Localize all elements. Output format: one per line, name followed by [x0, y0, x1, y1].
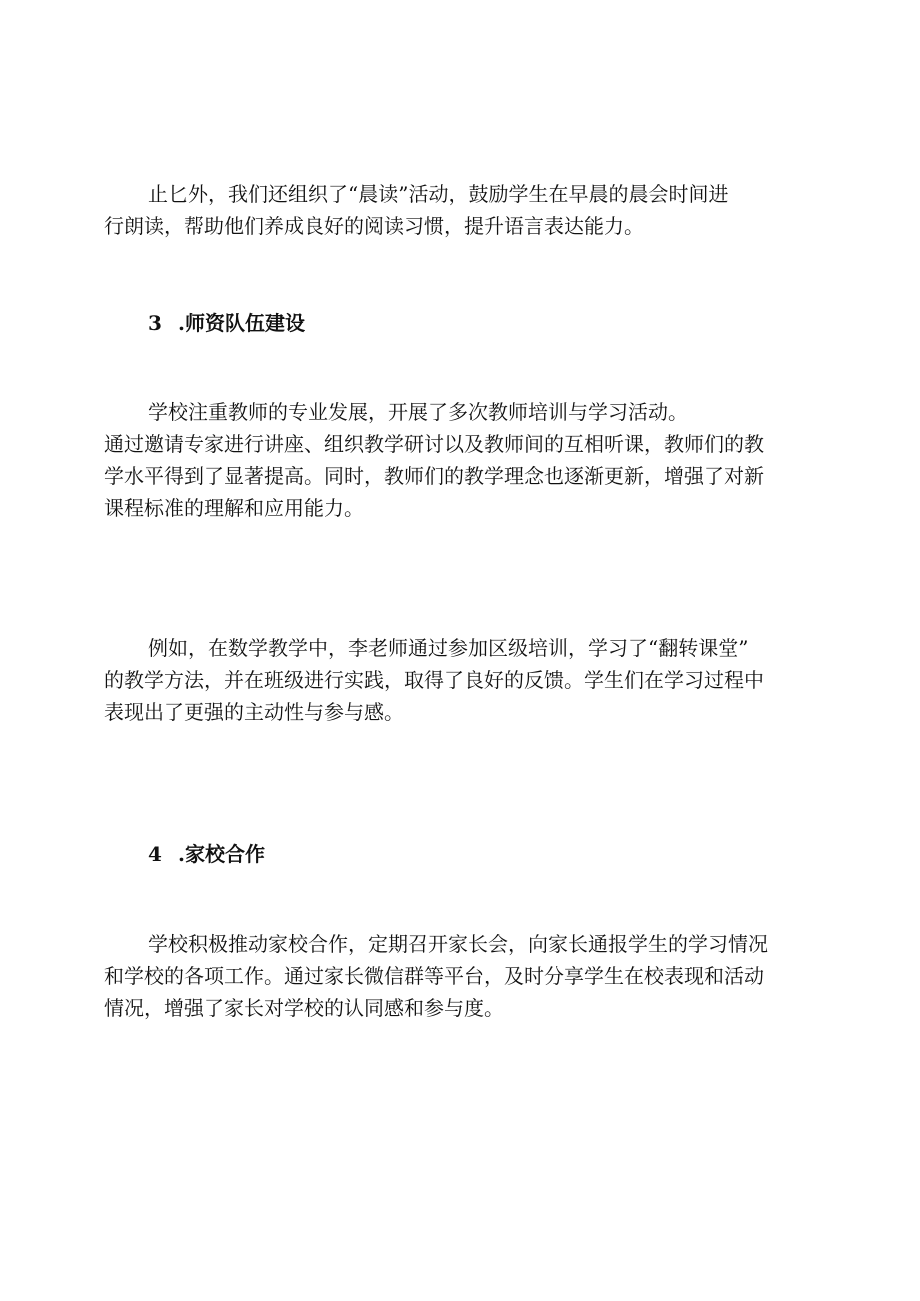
paragraph-line: 的教学方法，并在班级进行实践，取得了良好的反馈。学生们在学习过程中: [104, 668, 764, 692]
section-number: 3: [148, 311, 162, 335]
paragraph-line: 课程标准的理解和应用能力。: [104, 496, 364, 520]
paragraph-line: 和学校的各项工作。通过家长微信群等平台，及时分享学生在校表现和活动: [104, 964, 764, 988]
paragraph-line: 学校注重教师的专业发展，开展了多次教师培训与学习活动。: [148, 400, 688, 424]
paragraph-line: 通过邀请专家进行讲座、组织教学研讨以及教师间的互相听课，教师们的教: [104, 432, 764, 456]
paragraph-line: 行朗读，帮助他们养成良好的阅读习惯，提升语言表达能力。: [104, 214, 644, 238]
section-title: .家校合作: [178, 842, 265, 866]
paragraph-line: 例如，在数学教学中，李老师通过参加区级培训，学习了“翻转课堂”: [148, 636, 749, 660]
paragraph-flipped-classroom: [104, 632, 824, 728]
paragraph-line: 学水平得到了显著提高。同时，教师们的教学理念也逐渐更新，增强了对新: [104, 464, 764, 488]
paragraph-teacher-training: [104, 396, 824, 524]
paragraph-morning-reading: [104, 178, 824, 242]
section-number: 4: [148, 842, 162, 866]
section-heading-home-school: [148, 840, 265, 868]
paragraph-line: 表现出了更强的主动性与参与感。: [104, 700, 404, 724]
section-title: .师资队伍建设: [178, 311, 305, 335]
paragraph-line: 学校积极推动家校合作，定期召开家长会，向家长通报学生的学习情况: [148, 932, 768, 956]
section-heading-teachers: [148, 309, 305, 337]
paragraph-home-school-cooperation: [104, 928, 824, 1024]
paragraph-line: 止匕外，我们还组织了“晨读”活动，鼓励学生在早晨的晨会时间进: [148, 182, 729, 206]
paragraph-line: 情况，增强了家长对学校的认同感和参与度。: [104, 996, 504, 1020]
